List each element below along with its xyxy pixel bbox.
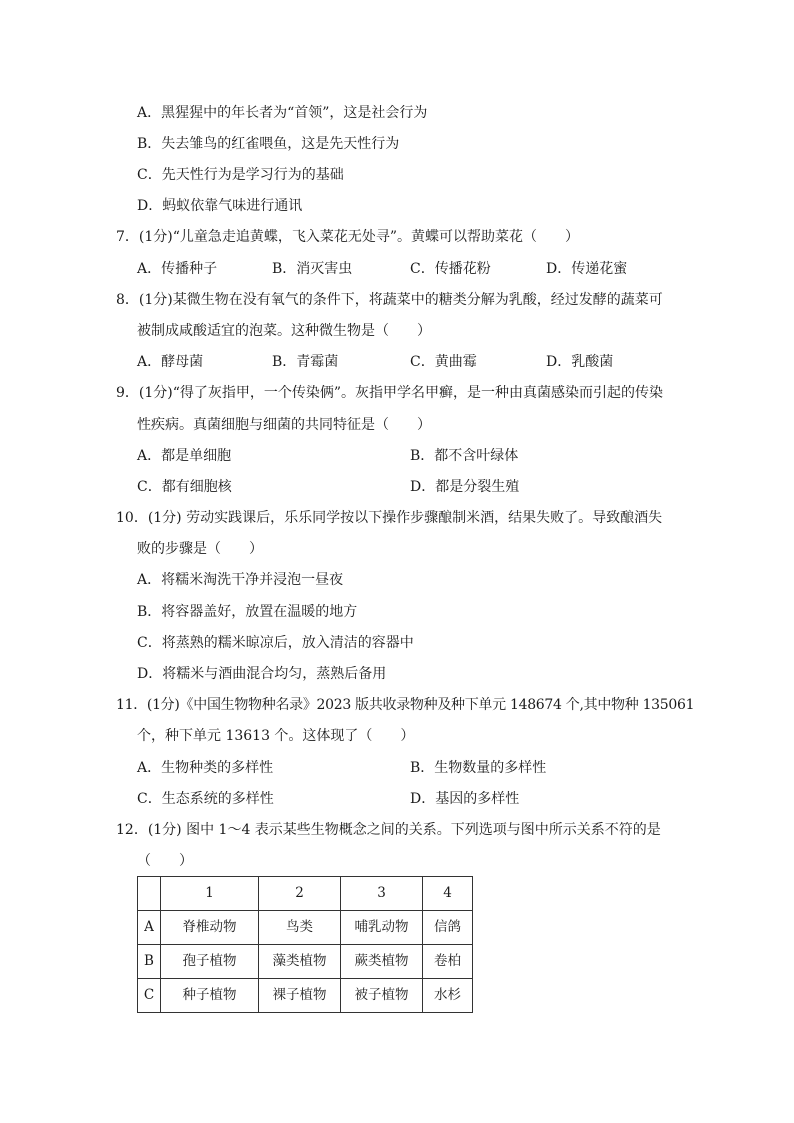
q8-stem-line2: 被制成咸酸适宜的泡菜。这种微生物是（ ） [137, 323, 431, 339]
table-header-cell: 1 [161, 877, 259, 911]
q6-option-d: D．蚂蚁依靠气味进行通讯 [137, 198, 303, 214]
q10-option-c: C．将蒸熟的糯米晾凉后，放入清洁的容器中 [137, 635, 414, 651]
table-cell: 水杉 [423, 979, 473, 1013]
q11-stem-line1: 11．(1分)《中国生物物种名录》2023 版共收录物种及种下单元 148674 个,其中物种 135061 [116, 697, 695, 713]
q7-option-d: D．传递花蜜 [546, 261, 628, 277]
q7-stem: 7．(1分)“儿童急走追黄蝶，飞入菜花无处寻”。黄蝶可以帮助菜花（ ） [116, 229, 580, 245]
q11-option-c: C．生态系统的多样性 [137, 791, 274, 807]
q11-option-b: B．生物数量的多样性 [410, 760, 547, 776]
q9-option-d: D．都是分裂生殖 [410, 479, 520, 495]
q11-option-a: A．生物种类的多样性 [137, 760, 274, 776]
q6-option-a: A．黑猩猩中的年长者为“首领”，这是社会行为 [137, 105, 428, 121]
table-header-cell: 4 [423, 877, 473, 911]
q7-option-b: B．消灭害虫 [272, 261, 353, 277]
q9-option-a: A．都是单细胞 [137, 448, 232, 464]
table-cell: C [138, 979, 161, 1013]
table-header-cell: 3 [341, 877, 423, 911]
table-cell: 孢子植物 [161, 945, 259, 979]
table-cell: 信鸽 [423, 911, 473, 945]
q8-option-a: A．酵母菌 [137, 354, 204, 370]
table-header-row [138, 877, 473, 911]
q10-option-b: B．将容器盖好，放置在温暖的地方 [137, 604, 358, 620]
q8-option-b: B．青霉菌 [272, 354, 339, 370]
q6-option-c: C．先天性行为是学习行为的基础 [137, 167, 344, 183]
table-cell: 被子植物 [341, 979, 423, 1013]
q6-option-b: B．失去雏鸟的红雀喂鱼，这是先天性行为 [137, 136, 400, 152]
q9-option-c: C．都有细胞核 [137, 479, 232, 495]
table-header-cell: 2 [259, 877, 341, 911]
q8-option-c: C．黄曲霉 [410, 354, 477, 370]
q12-concept-table [137, 876, 473, 1013]
q7-option-a: A．传播种子 [137, 261, 218, 277]
q12-stem-line2: （ ） [137, 853, 193, 869]
q10-option-d: D．将糯米与酒曲混合均匀，蒸熟后备用 [137, 666, 387, 682]
table-cell: 脊椎动物 [161, 911, 259, 945]
q10-option-a: A．将糯米淘洗干净并浸泡一昼夜 [137, 572, 344, 588]
table-cell: 鸟类 [259, 911, 341, 945]
table-cell: 藻类植物 [259, 945, 341, 979]
table-cell: B [138, 945, 161, 979]
table-row [138, 911, 473, 945]
table-cell: 裸子植物 [259, 979, 341, 1013]
q10-stem-line2: 败的步骤是（ ） [137, 541, 263, 557]
table-header-cell [138, 877, 161, 911]
q9-stem-line1: 9．(1分)“得了灰指甲，一个传染俩”。灰指甲学名甲癣，是一种由真菌感染而引起的传染 [116, 385, 664, 401]
q9-stem-line2: 性疾病。真菌细胞与细菌的共同特征是（ ） [137, 417, 431, 433]
table-row [138, 979, 473, 1013]
q11-stem-line2: 个，种下单元 13613 个。这体现了（ ） [137, 728, 415, 744]
q11-option-d: D．基因的多样性 [410, 791, 520, 807]
q8-option-d: D．乳酸菌 [546, 354, 614, 370]
q10-stem-line1: 10．(1分) 劳动实践课后，乐乐同学按以下操作步骤酿制米酒，结果失败了。导致酿酒失 [116, 510, 663, 526]
q12-stem-line1: 12．(1分) 图中 1～4 表示某些生物概念之间的关系。下列选项与图中所示关系不符的是 [116, 822, 661, 838]
table-cell: 卷柏 [423, 945, 473, 979]
table-row [138, 945, 473, 979]
table-cell: A [138, 911, 161, 945]
table-cell: 种子植物 [161, 979, 259, 1013]
q8-stem-line1: 8．(1分)某微生物在没有氧气的条件下，将蔬菜中的糖类分解为乳酸，经过发酵的蔬菜可 [116, 292, 663, 308]
table-cell: 哺乳动物 [341, 911, 423, 945]
q7-option-c: C．传播花粉 [410, 261, 491, 277]
q9-option-b: B．都不含叶绿体 [410, 448, 519, 464]
table-cell: 蕨类植物 [341, 945, 423, 979]
